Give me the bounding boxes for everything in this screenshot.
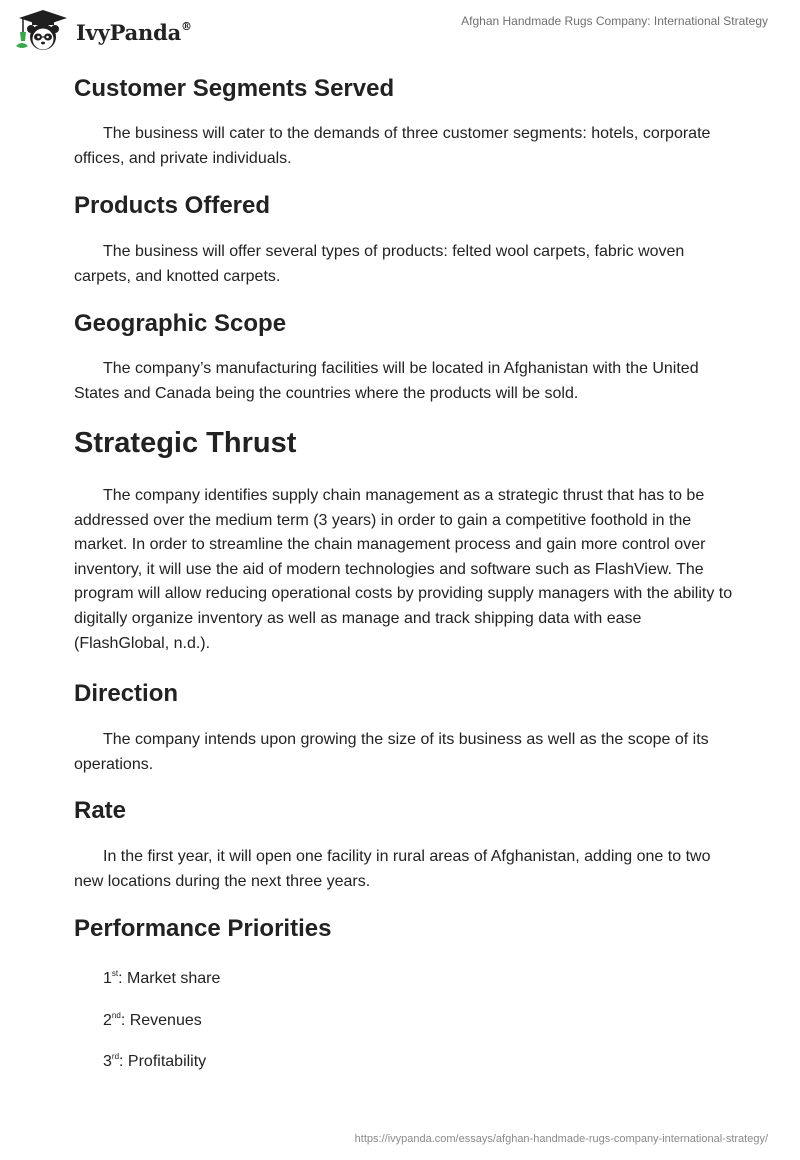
priority-item-2: 2nd: Revenues (103, 1011, 202, 1029)
paragraph-rate: In the first year, it will open one facility in rural areas of Afghanistan, adding one to two new locations during the next three years. (74, 848, 711, 890)
heading-rate: Rate (74, 797, 127, 824)
paragraph-strategic-thrust: The company identifies supply chain management as a strategic thrust that has to be addressed over the medium term (3 years) in order to gain a competitive foothold in the market. In order to streamline the chain management process and gain more control over inventory, it will use the aid of modern technologies and software such as FlashView. The program will allow reducing operational costs by providing supply managers with the ability to digitally organize inventory as well as manage and track shipping data with ease (FlashGlobal, n.d.). (74, 487, 733, 652)
heading-geographic-scope: Geographic Scope (74, 310, 287, 337)
heading-customer-segments: Customer Segments Served (74, 75, 395, 102)
heading-strategic-thrust: Strategic Thrust (74, 427, 297, 459)
panda-graduate-icon (14, 8, 72, 52)
ivypanda-logo[interactable] (14, 8, 192, 52)
heading-direction: Direction (74, 680, 179, 707)
paragraph-geographic-scope: The company’s manufacturing facilities will be located in Afghanistan with the United States and Canada being the countries where the products will be sold. (74, 360, 699, 402)
paragraph-direction: The company intends upon growing the size of its business as well as the scope of its operations. (74, 731, 709, 773)
page-header (0, 0, 800, 64)
paragraph-products-offered: The business will offer several types of products: felted wool carpets, fabric woven carpets, and knotted carpets. (74, 243, 685, 285)
priority-item-3: 3rd: Profitability (103, 1052, 207, 1070)
paragraph-customer-segments: The business will cater to the demands of three customer segments: hotels, corporate offices, and private individuals. (74, 125, 711, 167)
source-url-link[interactable]: https://ivypanda.com/essays/afghan-handmade-rugs-company-international-strategy/ (354, 1133, 768, 1145)
document-title: Afghan Handmade Rugs Company: International Strategy (461, 14, 768, 28)
priority-item-1: 1st: Market share (103, 969, 221, 987)
heading-products-offered: Products Offered (74, 192, 271, 219)
logo-text: IvyPanda® (76, 19, 192, 45)
heading-performance-priorities: Performance Priorities (74, 915, 332, 942)
